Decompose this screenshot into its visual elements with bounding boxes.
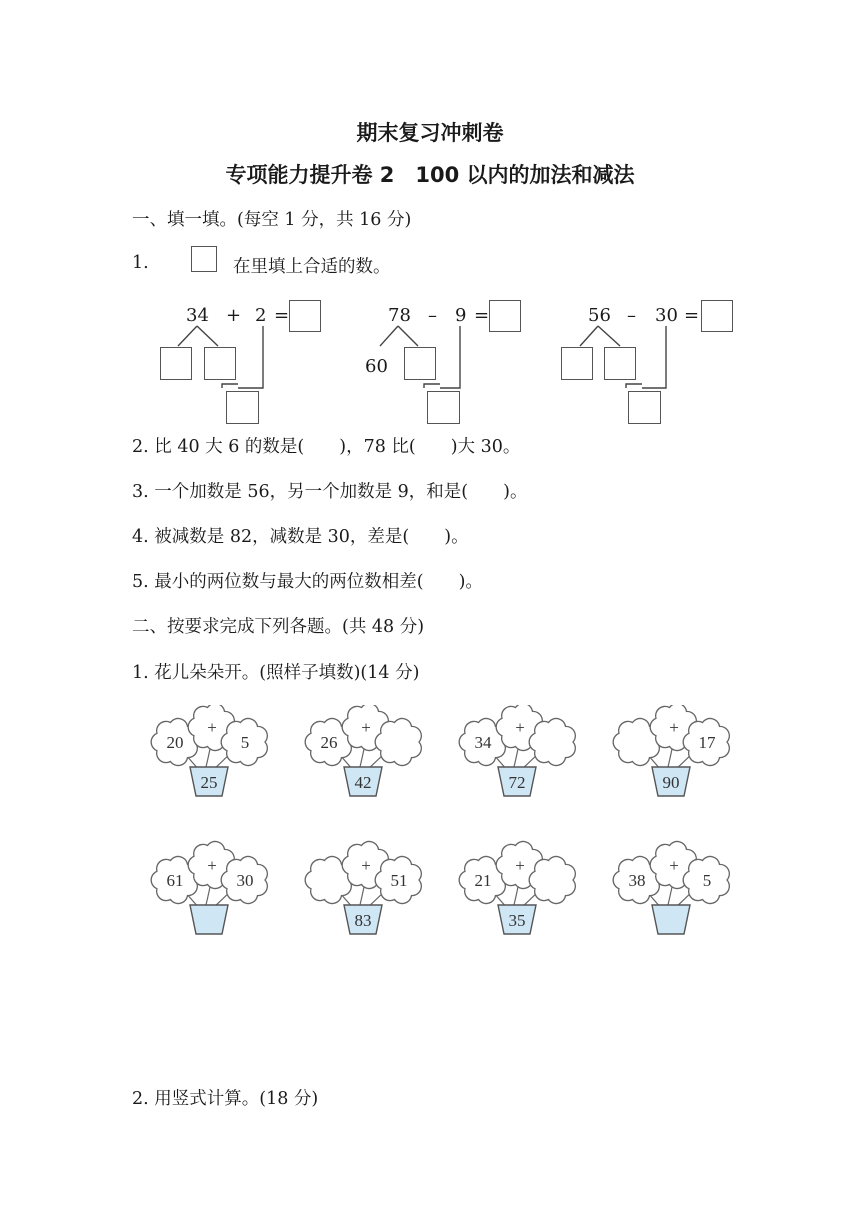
left-flower-value: 61 xyxy=(166,871,184,890)
right-flower-value: 17 xyxy=(698,733,716,752)
center-flower-value: + xyxy=(207,856,217,875)
center-flower-value: + xyxy=(207,718,217,737)
pot-value: 83 xyxy=(354,911,372,930)
right-flower-value: 5 xyxy=(240,733,250,752)
flower-pot xyxy=(652,905,690,934)
operand-a: 56 xyxy=(588,305,611,326)
decomposition-diagram-3 xyxy=(558,300,758,430)
operator: – xyxy=(428,305,437,326)
flower-pot-group xyxy=(151,705,267,796)
flower-pot-group xyxy=(613,705,729,796)
right-flower-petal xyxy=(529,856,575,903)
operand-a: 34 xyxy=(186,305,209,326)
question-2: 2. 比 40 大 6 的数是( )，78 比( )大 30。 xyxy=(132,437,521,457)
result-box[interactable] xyxy=(289,300,321,332)
pot-value: 42 xyxy=(354,773,372,792)
right-flower-value: 5 xyxy=(702,871,712,890)
equals-sign: = xyxy=(274,305,290,326)
left-flower-value: 20 xyxy=(166,733,184,752)
section2-heading: 二、按要求完成下列各题。(共 48 分) xyxy=(132,617,425,637)
left-flower-value: 21 xyxy=(474,871,492,890)
left-flower-value: 38 xyxy=(628,871,646,890)
question-5: 5. 最小的两位数与最大的两位数相差( )。 xyxy=(132,572,483,592)
result-box[interactable] xyxy=(701,300,733,332)
flower-pots-svg xyxy=(150,705,760,935)
question-4: 4. 被减数是 82，减数是 30，差是( )。 xyxy=(132,527,469,547)
center-flower-value: + xyxy=(515,718,525,737)
split-box-left[interactable] xyxy=(160,347,192,380)
right-flower-value: 51 xyxy=(390,871,408,890)
page-subtitle: 专项能力提升卷 2 100 以内的加法和减法 xyxy=(225,163,635,187)
question-3: 3. 一个加数是 56，另一个加数是 9，和是( )。 xyxy=(132,482,528,502)
flower-pot-group xyxy=(305,841,421,934)
split-box-right[interactable] xyxy=(604,347,636,380)
operator: + xyxy=(226,305,242,326)
result-box[interactable] xyxy=(489,300,521,332)
right-flower-value: 30 xyxy=(236,871,254,890)
flower-pot-group xyxy=(613,841,729,934)
center-flower-value: + xyxy=(515,856,525,875)
page-title: 期末复习冲刺卷 xyxy=(356,121,504,145)
answer-box-sample xyxy=(191,246,217,272)
center-flower-value: + xyxy=(361,856,371,875)
operand-b: 2 xyxy=(255,305,267,326)
partial-sum-box[interactable] xyxy=(628,391,661,424)
flower-pot-group xyxy=(459,705,575,796)
equals-sign: = xyxy=(474,305,490,326)
center-flower-value: + xyxy=(669,856,679,875)
left-flower-value: 34 xyxy=(474,733,492,752)
partial-sum-box[interactable] xyxy=(427,391,460,424)
operator: – xyxy=(627,305,636,326)
right-flower-petal xyxy=(375,718,421,765)
center-flower-value: + xyxy=(361,718,371,737)
pot-value: 35 xyxy=(508,911,526,930)
decomposition-diagram-1 xyxy=(150,300,350,430)
right-flower-petal xyxy=(529,718,575,765)
pot-value: 90 xyxy=(662,773,680,792)
flower-question: 1. 花儿朵朵开。(照样子填数)(14 分) xyxy=(132,663,420,683)
given-split-value: 60 xyxy=(365,356,388,377)
equals-sign: = xyxy=(684,305,700,326)
left-flower-value: 26 xyxy=(320,733,338,752)
decomposition-diagram-2 xyxy=(360,300,560,430)
flower-pot-group xyxy=(305,705,421,796)
center-flower-value: + xyxy=(669,718,679,737)
split-box-right[interactable] xyxy=(404,347,436,380)
flower-pot-group xyxy=(459,841,575,934)
split-box-right[interactable] xyxy=(204,347,236,380)
flower-pots-area xyxy=(150,705,760,935)
q1-number: 1. xyxy=(132,253,149,273)
section1-heading: 一、填一填。(每空 1 分，共 16 分) xyxy=(132,210,412,230)
partial-sum-box[interactable] xyxy=(226,391,259,424)
vertical-calc-question: 2. 用竖式计算。(18 分) xyxy=(132,1089,319,1109)
flower-pot xyxy=(190,905,228,934)
q1-instruction: 在里填上合适的数。 xyxy=(233,257,391,277)
pot-value: 72 xyxy=(508,773,526,792)
operand-b: 9 xyxy=(455,305,467,326)
operand-b: 30 xyxy=(655,305,678,326)
flower-pot-group xyxy=(151,841,267,934)
operand-a: 78 xyxy=(388,305,411,326)
pot-value: 25 xyxy=(200,773,218,792)
split-box-left[interactable] xyxy=(561,347,593,380)
